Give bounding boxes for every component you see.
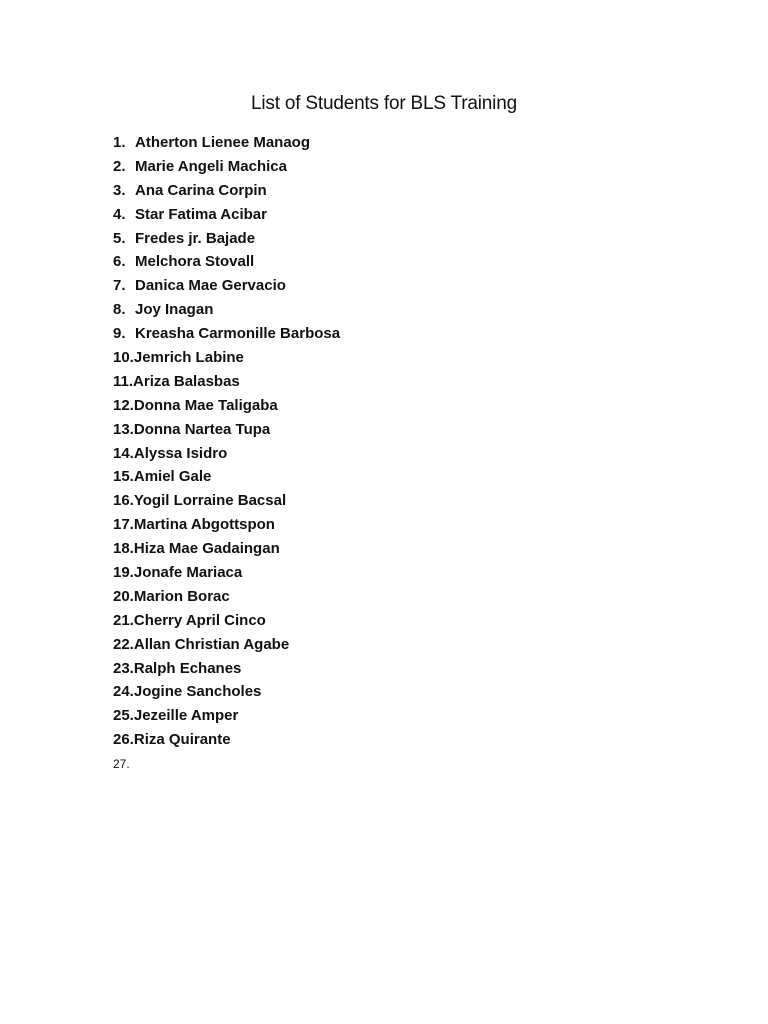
student-number: 26. — [113, 731, 134, 749]
student-number: 21. — [113, 611, 134, 629]
student-number: 3. — [113, 181, 126, 199]
student-name: Alyssa Isidro — [133, 444, 228, 462]
student-name: Jezeille Amper — [133, 707, 239, 725]
student-number: 25. — [113, 707, 134, 725]
student-number: 6. — [113, 253, 126, 271]
student-name: Star Fatima Acibar — [135, 205, 267, 223]
student-name: Ariza Balasbas — [133, 372, 240, 390]
student-number: 12. — [113, 396, 134, 414]
student-number: 4. — [113, 205, 126, 223]
student-name: Marion Borac — [133, 587, 230, 605]
student-name: Riza Quirante — [133, 731, 231, 749]
student-list — [113, 131, 340, 752]
student-name: Kreasha Carmonille Barbosa — [135, 325, 341, 343]
student-name: Amiel Gale — [133, 468, 212, 486]
student-list-item — [113, 513, 340, 537]
student-number: 18. — [113, 540, 134, 558]
student-name: Joy Inagan — [135, 301, 214, 319]
student-list-item — [113, 250, 340, 274]
student-list-item — [113, 633, 340, 657]
student-name: Allan Christian Agabe — [133, 635, 290, 653]
student-number: 10. — [113, 349, 134, 367]
student-number: 24. — [113, 683, 134, 701]
student-name: Yogil Lorraine Bacsal — [133, 492, 287, 510]
student-name: Cherry April Cinco — [133, 611, 266, 629]
student-number: 16. — [113, 492, 134, 510]
student-number: 8. — [113, 301, 126, 319]
student-list-item — [113, 131, 340, 155]
student-number: 13. — [113, 420, 134, 438]
student-name: Jonafe Mariaca — [133, 564, 243, 582]
student-name: Melchora Stovall — [135, 253, 255, 271]
student-number: 5. — [113, 229, 126, 247]
student-name: Donna Nartea Tupa — [133, 420, 271, 438]
student-list-item — [113, 370, 340, 394]
student-list-item — [113, 322, 340, 346]
student-number: 1. — [113, 134, 126, 151]
student-list-item — [113, 489, 340, 513]
student-list-item — [113, 609, 340, 633]
student-number: 11. — [113, 372, 134, 390]
student-list-item — [113, 346, 340, 370]
student-list-item — [113, 418, 340, 442]
student-name: Jogine Sancholes — [133, 683, 262, 701]
student-name: Jemrich Labine — [133, 349, 244, 367]
student-list-item — [113, 585, 340, 609]
student-list-item — [113, 465, 340, 489]
student-number: 7. — [113, 277, 126, 295]
student-list-item — [113, 394, 340, 418]
student-list-item — [113, 561, 340, 585]
student-number: 22. — [113, 635, 134, 653]
empty-list-item-number: 27. — [113, 757, 130, 771]
student-name: Fredes jr. Bajade — [135, 229, 256, 247]
student-number: 23. — [113, 659, 134, 677]
student-number: 2. — [113, 157, 126, 175]
student-name: Marie Angeli Machica — [135, 157, 287, 175]
student-list-item — [113, 680, 340, 704]
student-name: Martina Abgottspon — [133, 516, 275, 534]
student-list-item — [113, 728, 340, 752]
student-list-item — [113, 537, 340, 561]
student-name: Donna Mae Taligaba — [133, 396, 278, 414]
student-name: Ana Carina Corpin — [135, 181, 267, 199]
student-name: Danica Mae Gervacio — [135, 277, 286, 295]
student-number: 15. — [113, 468, 134, 486]
student-list-item — [113, 442, 340, 466]
student-number: 20. — [113, 587, 134, 605]
student-list-item — [113, 298, 340, 322]
student-number: 19. — [113, 564, 134, 582]
student-list-item — [113, 657, 340, 681]
student-list-item — [113, 274, 340, 298]
student-list-item — [113, 203, 340, 227]
student-name: Ralph Echanes — [133, 659, 242, 677]
page-title: List of Students for BLS Training — [251, 93, 517, 114]
student-list-item — [113, 227, 340, 251]
student-number: 14. — [113, 444, 134, 462]
student-list-item — [113, 704, 340, 728]
student-list-item — [113, 179, 340, 203]
student-list-item — [113, 155, 340, 179]
student-name: Atherton Lienee Manaog — [135, 134, 311, 151]
student-name: Hiza Mae Gadaingan — [133, 540, 280, 558]
student-number: 17. — [113, 516, 134, 534]
student-number: 9. — [113, 325, 126, 343]
